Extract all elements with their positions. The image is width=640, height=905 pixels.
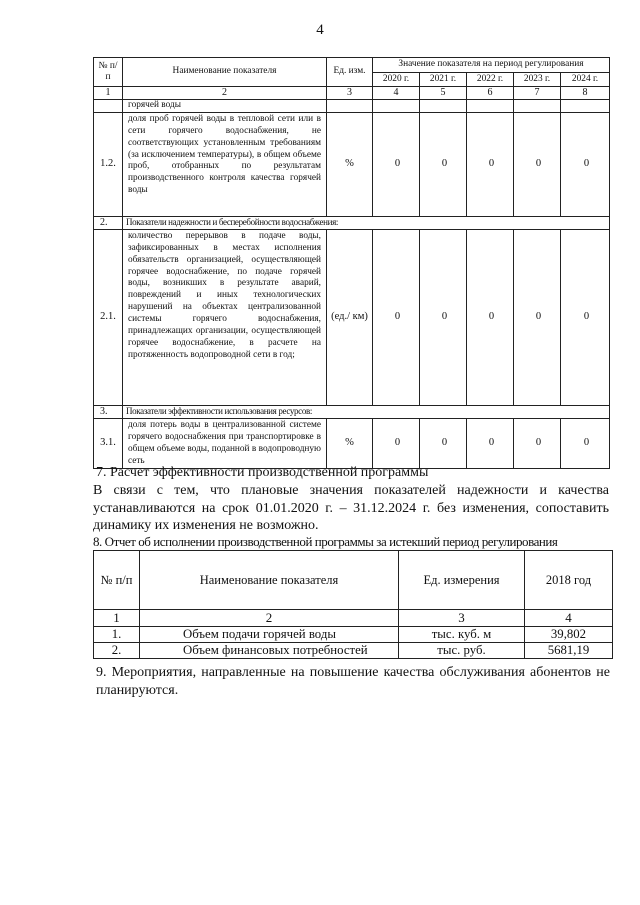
header-unit: Ед. изм. xyxy=(327,58,373,87)
indicator-unit: % xyxy=(327,112,373,216)
row-num: 3.1. xyxy=(94,418,123,469)
row-num: 1.2. xyxy=(94,112,123,216)
row-num: 2.1. xyxy=(94,229,123,405)
column-number: 5 xyxy=(420,87,467,100)
indicator-name: Объем финансовых потребностей xyxy=(140,643,399,659)
section-title: Показатели надежности и бесперебойности водоснабжения: xyxy=(123,216,610,229)
report-table xyxy=(93,550,613,659)
section-row xyxy=(94,405,610,418)
indicator-text: количество перерывов в подаче воды, зафиксированных в местах исполнения обязательств организацией, осуществляющей горячее водоснабжение, по подаче горячей воды, возникших в результате аварий, повреждений и иных технологических нарушений на объектах централизованной системы горячего водоснабжения, принадлежащих организации, осуществляющей горячее водоснабжение, в расчете на протяженность водопроводной сети в год; xyxy=(123,229,327,405)
indicator-value: 0 xyxy=(514,418,561,469)
column-number: 2 xyxy=(123,87,327,100)
header-year: 2024 г. xyxy=(561,73,610,87)
column-numbers-row xyxy=(94,87,610,100)
indicator-value: 0 xyxy=(420,229,467,405)
table-row xyxy=(94,229,610,405)
column-number: 3 xyxy=(327,87,373,100)
section-8-heading: 8. Отчет об исполнении производственной программы за истекший период регулирования xyxy=(93,534,558,549)
section-row xyxy=(94,216,610,229)
header-num: № п/п xyxy=(94,58,123,87)
column-number: 4 xyxy=(525,610,613,627)
table-row xyxy=(94,418,610,469)
header-name: Наименование показателя xyxy=(140,551,399,610)
indicator-text: доля потерь воды в централизованной системе горячего водоснабжения при транспортировке в общем объеме воды, поданной в водопроводную сеть xyxy=(123,418,327,469)
indicator-name: Объем подачи горячей воды xyxy=(140,627,399,643)
header-name: Наименование показателя xyxy=(123,58,327,87)
indicator-value: 0 xyxy=(514,112,561,216)
header-period: Значение показателя на период регулирования xyxy=(373,58,610,73)
indicator-text: доля проб горячей воды в тепловой сети или в сети горячего водоснабжения, не соответствующих установленным требованиям (за исключением температуры), в общем объеме проб, отобранных по результатам производственного контроля качества горячей воды xyxy=(123,112,327,216)
column-number: 2 xyxy=(140,610,399,627)
section-7-text: В связи с тем, что плановые значения показателей надежности и качества устанавливаются на срок 01.01.2020 г. – 31.12.2024 г. без изменения, сопоставить динамику их изменения не возможно. xyxy=(93,483,609,533)
indicators-table xyxy=(93,57,610,469)
indicator-unit: % xyxy=(327,418,373,469)
section-7-heading: 7. Расчет эффективности производственной программы xyxy=(96,465,429,480)
header-year: 2018 год xyxy=(525,551,613,610)
indicator-value: 0 xyxy=(561,229,610,405)
table-row xyxy=(94,100,610,113)
column-numbers-row xyxy=(94,610,613,627)
column-number: 8 xyxy=(561,87,610,100)
table-row xyxy=(94,643,613,659)
row-num: 1. xyxy=(94,627,140,643)
column-number: 6 xyxy=(467,87,514,100)
indicator-unit: (ед./ км) xyxy=(327,229,373,405)
indicator-value: 5681,19 xyxy=(525,643,613,659)
column-number: 3 xyxy=(399,610,525,627)
header-year: 2022 г. xyxy=(467,73,514,87)
header-year: 2021 г. xyxy=(420,73,467,87)
header-year: 2023 г. xyxy=(514,73,561,87)
indicator-value: 0 xyxy=(373,229,420,405)
column-number: 1 xyxy=(94,87,123,100)
section-num: 2. xyxy=(94,216,123,229)
header-num: № п/п xyxy=(94,551,140,610)
indicator-value: 0 xyxy=(467,229,514,405)
continuation-text: горячей воды xyxy=(123,100,327,113)
indicator-unit: тыс. куб. м xyxy=(399,627,525,643)
section-9-text: 9. Мероприятия, направленные на повышение качества обслуживания абонентов не планируются. xyxy=(96,665,610,698)
section-title: Показатели эффективности использования ресурсов: xyxy=(123,405,610,418)
row-num: 2. xyxy=(94,643,140,659)
indicator-value: 0 xyxy=(467,418,514,469)
header-unit: Ед. измерения xyxy=(399,551,525,610)
section-num: 3. xyxy=(94,405,123,418)
indicator-value: 0 xyxy=(467,112,514,216)
table-row xyxy=(94,627,613,643)
page-number: 4 xyxy=(316,22,324,38)
header-year: 2020 г. xyxy=(373,73,420,87)
indicator-unit: тыс. руб. xyxy=(399,643,525,659)
indicator-value: 0 xyxy=(561,112,610,216)
table-row xyxy=(94,112,610,216)
column-number: 1 xyxy=(94,610,140,627)
indicator-value: 0 xyxy=(373,112,420,216)
column-number: 7 xyxy=(514,87,561,100)
indicator-value: 0 xyxy=(373,418,420,469)
indicator-value: 0 xyxy=(514,229,561,405)
indicator-value: 0 xyxy=(561,418,610,469)
column-number: 4 xyxy=(373,87,420,100)
indicator-value: 39,802 xyxy=(525,627,613,643)
indicator-value: 0 xyxy=(420,112,467,216)
indicator-value: 0 xyxy=(420,418,467,469)
